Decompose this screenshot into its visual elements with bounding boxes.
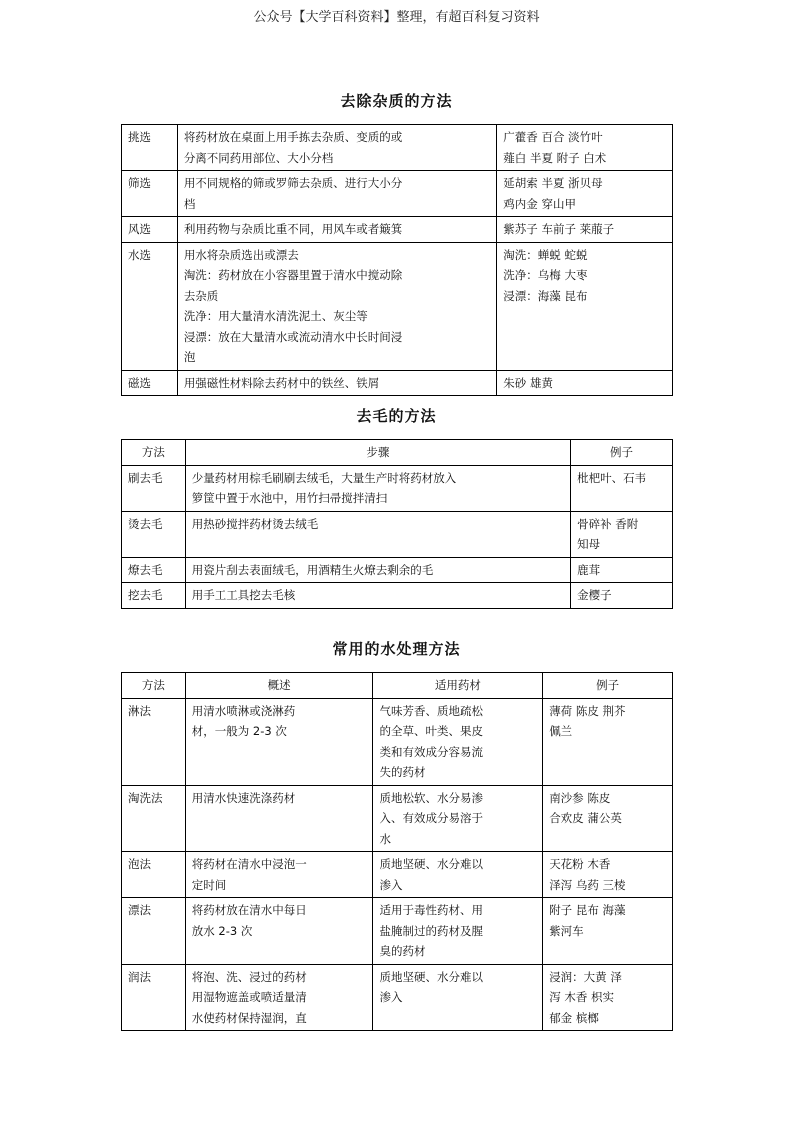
- table-row: [122, 465, 673, 511]
- suitable-cell-line: 类和有效成分容易流: [379, 744, 483, 759]
- examples-cell: [571, 583, 673, 609]
- examples-cell: [543, 964, 673, 1031]
- examples-cell-line: 紫河车: [549, 923, 584, 938]
- examples-cell: [543, 698, 673, 785]
- table-row: [122, 964, 673, 1031]
- method-cell: 磁选: [122, 370, 178, 396]
- table-row: [122, 242, 673, 370]
- table-row: [122, 125, 673, 171]
- examples-cell-line: 淘洗：蝉蜕 蛇蜕: [503, 247, 588, 262]
- desc-cell-line: 浸漂：放在大量清水或流动清水中长时间浸: [183, 329, 403, 344]
- suitable-cell-line: 入、有效成分易溶于: [379, 811, 483, 825]
- method-cell: 淋法: [122, 698, 186, 785]
- section2-title: 去毛的方法: [356, 407, 437, 425]
- suitable-cell: [373, 852, 543, 898]
- examples-cell-line: 佩兰: [549, 724, 573, 738]
- desc-cell-line: 放水 2-3 次: [191, 923, 253, 938]
- table-row: [122, 583, 673, 609]
- examples-cell-line: 泽泻 乌药 三棱: [549, 877, 626, 892]
- desc-cell: [177, 242, 496, 370]
- desc-cell-line: 用水将杂质选出或漂去: [183, 247, 299, 262]
- desc-cell: [177, 125, 496, 171]
- examples-cell-line: 洗净：乌梅 大枣: [503, 268, 588, 282]
- examples-cell: [497, 125, 673, 171]
- desc-cell-line: 用清水快速洗涤药材: [191, 790, 296, 805]
- examples-cell-line: 紫苏子 车前子 莱菔子: [503, 222, 615, 236]
- examples-cell-line: 鹿茸: [577, 562, 601, 577]
- column-header: 适用药材: [373, 673, 543, 699]
- examples-cell: [571, 557, 673, 583]
- method-cell: 水选: [122, 242, 178, 370]
- desc-cell: [185, 583, 570, 609]
- examples-cell: [497, 217, 673, 243]
- table-row: [122, 370, 673, 396]
- desc-cell: [185, 557, 570, 583]
- desc-cell-line: 将药材放在桌面上用手拣去杂质、变质的或: [183, 130, 403, 144]
- desc-cell: [185, 852, 373, 898]
- method-cell: 淘洗法: [122, 785, 186, 852]
- examples-cell-line: 延胡索 半夏 浙贝母: [503, 176, 603, 190]
- examples-cell: [497, 171, 673, 217]
- desc-cell-line: 洗净：用大量清水清洗泥土、灰尘等: [183, 309, 368, 323]
- examples-cell-line: 天花粉 木香: [549, 857, 611, 871]
- table-row: [122, 217, 673, 243]
- desc-cell-line: 将药材放在清水中每日: [191, 903, 307, 917]
- hair-removal-table: [121, 439, 673, 609]
- suitable-cell: [373, 964, 543, 1031]
- examples-cell-line: 薄荷 陈皮 荆芥: [549, 703, 626, 718]
- examples-cell: [497, 242, 673, 370]
- desc-cell: [177, 171, 496, 217]
- examples-cell-line: 广藿香 百合 淡竹叶: [503, 130, 603, 144]
- table-row: [122, 785, 673, 852]
- desc-cell-line: 用清水喷淋或浇淋药: [191, 703, 296, 718]
- impurity-removal-table: [121, 124, 673, 396]
- examples-cell: [543, 898, 673, 965]
- desc-cell: [185, 964, 373, 1031]
- examples-cell: [497, 370, 673, 396]
- desc-cell-line: 档: [183, 196, 196, 211]
- examples-cell-line: 南沙参 陈皮: [549, 790, 611, 805]
- desc-cell-line: 定时间: [191, 877, 227, 892]
- desc-cell-line: 用手工工具挖去毛核: [191, 588, 296, 602]
- suitable-cell: [373, 698, 543, 785]
- examples-cell-line: 薤白 半夏 附子 白术: [503, 150, 607, 165]
- desc-cell-line: 用瓷片刮去表面绒毛，用酒精生火燎去剩余的毛: [191, 562, 434, 577]
- method-cell: 筛选: [122, 171, 178, 217]
- method-cell: 润法: [122, 964, 186, 1031]
- suitable-cell-line: 渗入: [379, 990, 403, 1004]
- desc-cell-line: 利用药物与杂质比重不同，用风车或者簸箕: [183, 222, 403, 236]
- suitable-cell-line: 质地坚硬、水分难以: [379, 969, 483, 984]
- water-processing-table: [121, 672, 673, 1031]
- examples-cell: [571, 511, 673, 557]
- suitable-cell-line: 失的药材: [379, 765, 426, 779]
- examples-cell: [571, 465, 673, 511]
- examples-cell: [543, 785, 673, 852]
- desc-cell-line: 材，一般为 2-3 次: [191, 724, 287, 738]
- desc-cell: [185, 698, 373, 785]
- desc-cell: [185, 465, 570, 511]
- method-cell: 挑选: [122, 125, 178, 171]
- desc-cell-line: 少量药材用棕毛刷刷去绒毛，大量生产时将药材放入: [191, 470, 457, 485]
- method-cell: 泡法: [122, 852, 186, 898]
- desc-cell-line: 用不同规格的筛或罗筛去杂质、进行大小分: [183, 176, 403, 190]
- page-header: 公众号【大学百科资料】整理，有超百科复习资料: [253, 10, 540, 25]
- examples-cell-line: 鸡内金 穿山甲: [503, 196, 576, 211]
- desc-cell-line: 用强磁性材料除去药材中的铁丝、铁屑: [183, 375, 380, 390]
- examples-cell-line: 枇杷叶、石韦: [577, 470, 647, 485]
- examples-cell-line: 合欢皮 蒲公英: [549, 811, 622, 825]
- desc-cell-line: 用热砂搅拌药材烫去绒毛: [191, 516, 319, 531]
- desc-cell-line: 用湿物遮盖或喷适量清: [191, 990, 307, 1004]
- examples-cell-line: 郁金 槟榔: [549, 1010, 599, 1025]
- section1-title: 去除杂质的方法: [340, 92, 453, 110]
- column-header: 方法: [122, 673, 186, 699]
- suitable-cell-line: 质地坚硬、水分难以: [379, 857, 483, 871]
- desc-cell: [185, 785, 373, 852]
- desc-cell-line: 水使药材保持湿润，直: [191, 1010, 307, 1025]
- desc-cell-line: 淘洗：药材放在小容器里置于清水中搅动除: [183, 268, 403, 282]
- method-cell: 燎去毛: [122, 557, 186, 583]
- column-header: 例子: [543, 673, 673, 699]
- suitable-cell-line: 气味芳香、质地疏松: [379, 703, 483, 718]
- column-header: 例子: [571, 440, 673, 466]
- table-row: [122, 898, 673, 965]
- examples-cell-line: 附子 昆布 海藻: [549, 903, 626, 917]
- examples-cell-line: 朱砂 雄黄: [503, 375, 553, 390]
- desc-cell: [185, 898, 373, 965]
- table-row: [122, 511, 673, 557]
- suitable-cell-line: 渗入: [379, 877, 403, 892]
- method-cell: 挖去毛: [122, 583, 186, 609]
- table-row: [122, 852, 673, 898]
- column-header: 方法: [122, 440, 186, 466]
- desc-cell-line: 箩筐中置于水池中，用竹扫帚搅拌清扫: [191, 491, 388, 505]
- table-row: [122, 557, 673, 583]
- examples-cell-line: 金樱子: [577, 588, 612, 602]
- examples-cell: [543, 852, 673, 898]
- table-row: [122, 698, 673, 785]
- suitable-cell-line: 水: [379, 831, 391, 846]
- table-row: [122, 171, 673, 217]
- method-cell: 刷去毛: [122, 465, 186, 511]
- desc-cell-line: 将药材在清水中浸泡一: [191, 857, 307, 871]
- desc-cell: [177, 217, 496, 243]
- suitable-cell-line: 臭的药材: [379, 944, 426, 958]
- method-cell: 漂法: [122, 898, 186, 965]
- suitable-cell: [373, 785, 543, 852]
- suitable-cell-line: 质地松软、水分易渗: [379, 790, 483, 805]
- desc-cell: [185, 511, 570, 557]
- desc-cell: [177, 370, 496, 396]
- desc-cell-line: 去杂质: [183, 288, 219, 303]
- method-cell: 风选: [122, 217, 178, 243]
- examples-cell-line: 知母: [577, 537, 601, 551]
- suitable-cell-line: 盐腌制过的药材及腥: [379, 923, 483, 938]
- suitable-cell: [373, 898, 543, 965]
- desc-cell-line: 泡: [183, 350, 196, 364]
- column-header: 概述: [185, 673, 373, 699]
- suitable-cell-line: 的全草、叶类、果皮: [379, 724, 483, 738]
- desc-cell-line: 分离不同药用部位、大小分档: [183, 150, 334, 165]
- desc-cell-line: 将泡、洗、浸过的药材: [191, 969, 307, 984]
- section3-title: 常用的水处理方法: [332, 640, 461, 658]
- examples-cell-line: 骨碎补 香附: [577, 516, 639, 531]
- examples-cell-line: 泻 木香 枳实: [549, 990, 614, 1004]
- examples-cell-line: 浸漂：海藻 昆布: [503, 288, 588, 303]
- examples-cell-line: 浸润：大黄 泽: [549, 969, 622, 984]
- suitable-cell-line: 适用于毒性药材、用: [379, 903, 483, 917]
- column-header: 步骤: [185, 440, 570, 466]
- method-cell: 烫去毛: [122, 511, 186, 557]
